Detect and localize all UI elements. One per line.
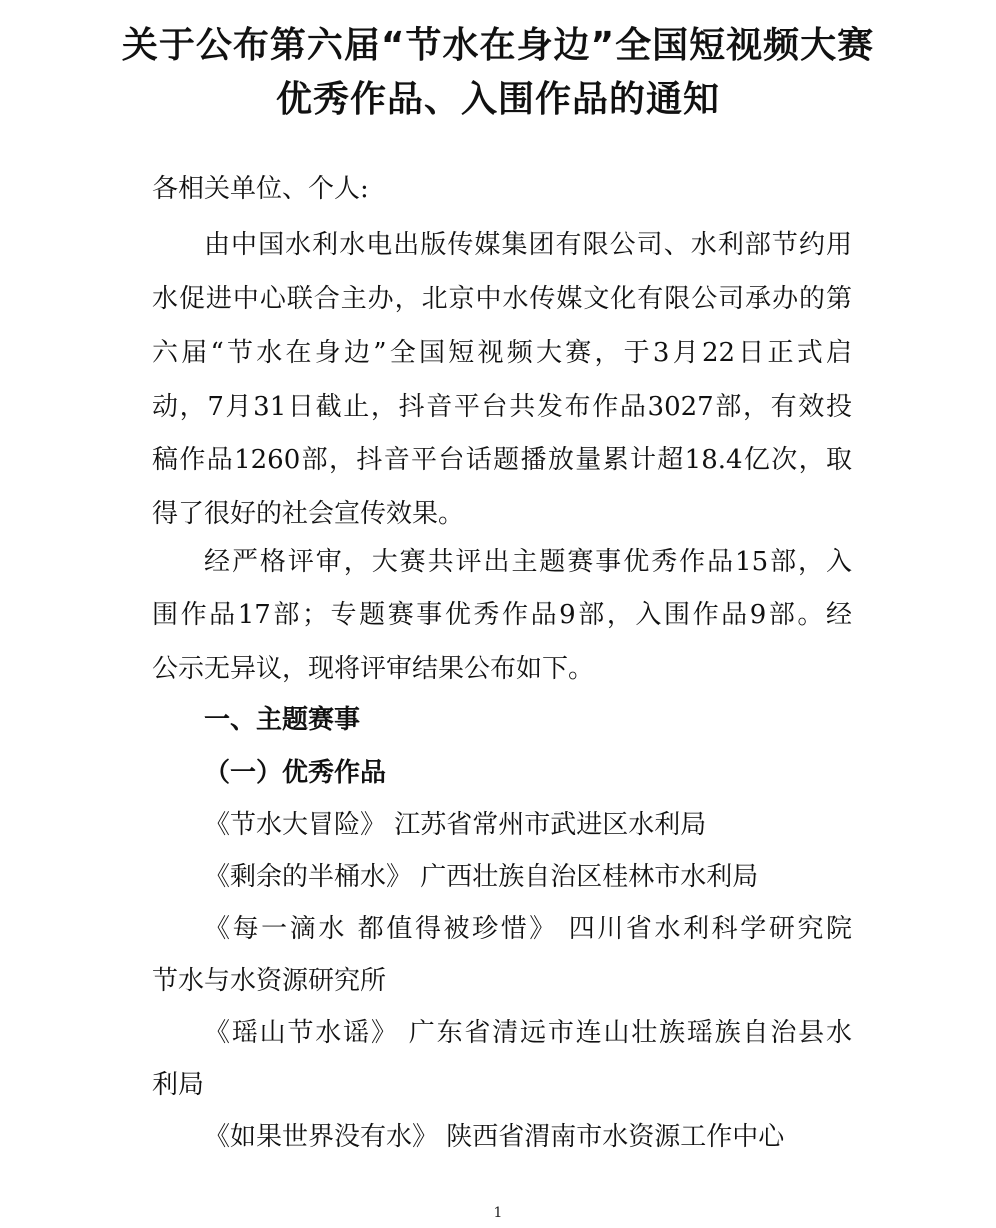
document-title-line-2: 优秀作品、入围作品的通知 [275, 79, 720, 120]
paragraph-1-line: 六届“节水在身边”全国短视频大赛，于3月22日正式启 [152, 338, 852, 368]
work-entry: 《节水大冒险》 江苏省常州市武进区水利局 [204, 810, 707, 840]
paragraph-1-line: 得了很好的社会宣传效果。 [152, 499, 465, 529]
salutation: 各相关单位、个人: [152, 174, 369, 204]
paragraph-2-line: 经严格评审，大赛共评出主题赛事优秀作品15部，入 [204, 547, 852, 577]
paragraph-1-line: 水促进中心联合主办，北京中水传媒文化有限公司承办的第 [152, 284, 852, 314]
work-entry: 《剩余的半桶水》 广西壮族自治区桂林市水利局 [204, 862, 759, 892]
subsection-heading: （一）优秀作品 [204, 758, 387, 788]
work-entry: 《如果世界没有水》 陕西省渭南市水资源工作中心 [204, 1122, 785, 1152]
work-entry: 《瑶山节水谣》 广东省清远市连山壮族瑶族自治县水 [204, 1018, 852, 1048]
work-entry-continuation: 节水与水资源研究所 [152, 966, 387, 996]
document-title-line-1: 关于公布第六届“节水在身边”全国短视频大赛 [121, 25, 875, 66]
work-entry: 《每一滴水 都值得被珍惜》 四川省水利科学研究院 [204, 914, 852, 944]
paragraph-2-line: 围作品17部；专题赛事优秀作品9部，入围作品9部。经 [152, 600, 852, 630]
paragraph-1-line: 动，7月31日截止，抖音平台共发布作品3027部，有效投 [152, 392, 852, 422]
paragraph-1-line: 由中国水利水电出版传媒集团有限公司、水利部节约用 [204, 230, 852, 260]
section-heading: 一、主题赛事 [204, 705, 361, 735]
paragraph-1-line: 稿作品1260部，抖音平台话题播放量累计超18.4亿次，取 [152, 445, 852, 475]
paragraph-2-line: 公示无异议，现将评审结果公布如下。 [152, 654, 595, 684]
page-number: 1 [493, 1205, 503, 1221]
work-entry-continuation: 利局 [152, 1070, 205, 1100]
